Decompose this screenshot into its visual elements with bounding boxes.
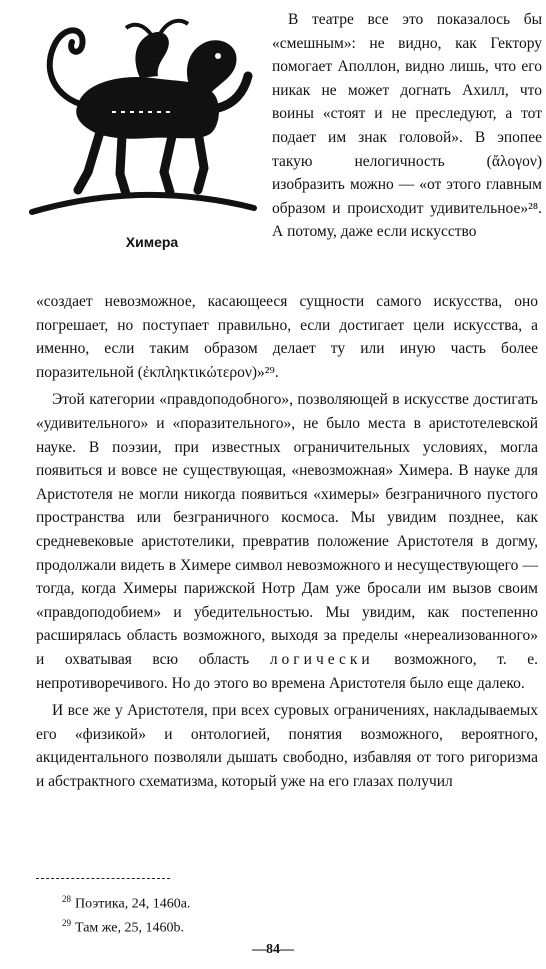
paragraph-2-text-b: возможного, т. е. непротиворечивого. Но до этого во времена Аристотеля было еще далеко. bbox=[36, 650, 539, 692]
main-text bbox=[36, 290, 538, 793]
paragraph-continuation: «создает невозможное, касающееся сущности самого искусства, оно погрешает, но поступает правильно, если достигает цели искусства, а именно, если таким образом делает ту или иную часть более поразительной (ἐκπληκτικώτερον)»²⁹. bbox=[36, 293, 538, 381]
chimera-icon bbox=[22, 12, 266, 222]
paragraph-3: И все же у Аристотеля, при всех суровых ограничениях, накладываемых его «физикой» и онтологией, понятия возможного, вероятного, акцидентального позволяли дышать свободно, избавляя от того ригоризма и абстрактного схематизма, который уже на его глазах получил bbox=[36, 702, 538, 790]
footnote bbox=[62, 914, 482, 938]
paragraph-2-text-a: Этой категории «правдоподобного», позволяющей в искусстве достигать «удивительного» и «поразительного», не было места в аристотелевской науке. В поэзии, при известных ограничительных условиях, могла появиться и вовсе не существующая, «невозможная» Химера. В науке для Аристотеля не могли никогда появиться «химеры» безграничного пустого пространства или безграничного космоса. Мы увидим позднее, как средневековые аристотелики, превратив положение Аристотеля в догму, продолжали видеть в Химере символ невозможного и несуществующего — тогда, когда Химеры парижской Нотр Дам уже бросали им вызов своим «правдоподобием» и убедительностью. Мы увидим, как постепенно расширялась область возможного, выходя за пределы «нереализованного» и охватывая всю область bbox=[36, 391, 538, 668]
paragraph-2 bbox=[36, 388, 538, 695]
footnote-text: Поэтика, 24, 1460a. bbox=[75, 896, 191, 912]
footnote-number: 29 bbox=[62, 917, 71, 928]
footnotes bbox=[62, 890, 482, 937]
footnote-text: Там же, 25, 1460b. bbox=[75, 920, 184, 936]
wrapped-text-column bbox=[272, 8, 542, 244]
figure-caption: Химера bbox=[125, 234, 179, 250]
page-number: — 84 — bbox=[0, 942, 546, 958]
paragraph-wrapped: В театре все это показалось бы «смешным»: не видно, как Гектору помогает Аполлон, видно лишь, что его никак не может догнать Ахилл, что воины «стоят и не преследуют, а тот подает им знак головой». В эпопее такую нелогичность (ἄλογον) изобразить можно — «от этого главным образом и происходит удивительное»²⁸. А потому, даже если искусство bbox=[272, 11, 542, 241]
footnote-divider bbox=[36, 878, 170, 879]
chimera-illustration bbox=[22, 12, 266, 252]
footnote-number: 28 bbox=[62, 894, 71, 904]
footnote bbox=[62, 890, 482, 914]
paragraph-2-emphasis: логически bbox=[269, 650, 374, 668]
